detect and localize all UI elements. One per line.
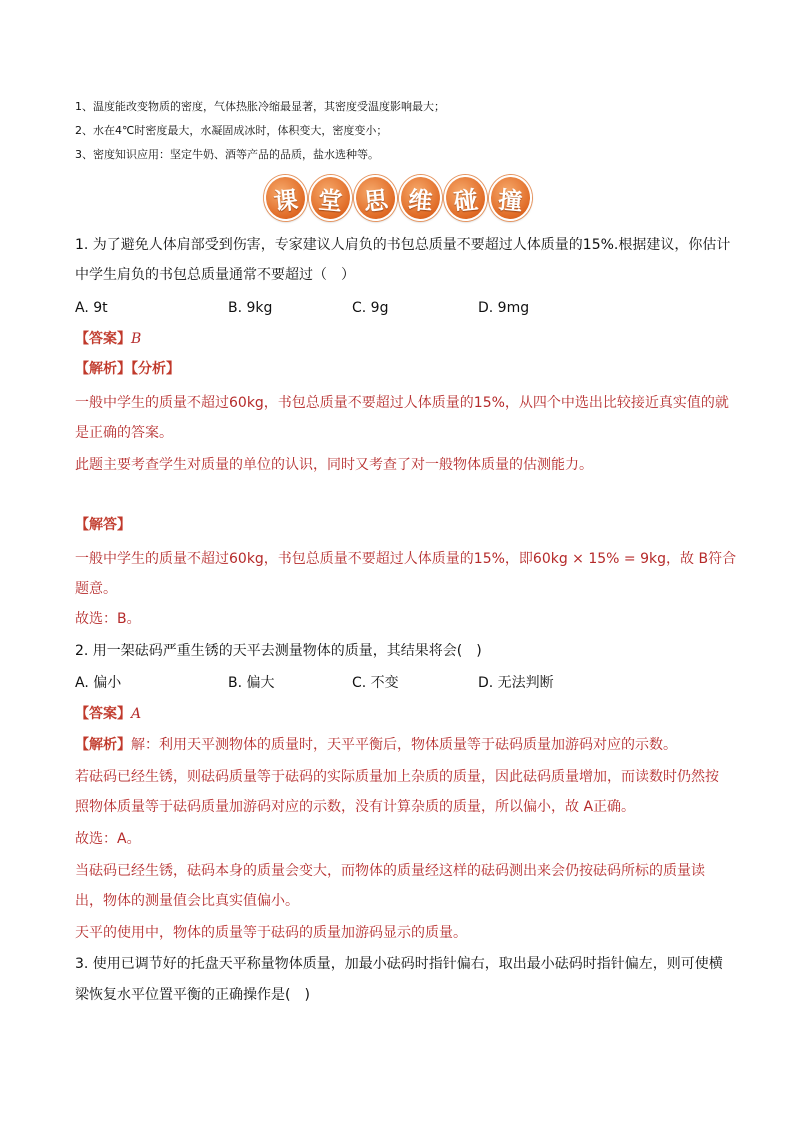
q1-answer [75, 328, 141, 350]
q2-answer [75, 703, 141, 725]
banner-char: 碰 [442, 173, 490, 223]
analysis-text: 解：利用天平测物体的质量时，天平平衡后，物体质量等于砝码质量加游码对应的示数。 [131, 737, 677, 753]
q1-stem-line: 中学生肩负的书包总质量通常不要超过（ ） [75, 267, 355, 283]
q2-choose: 故选：A。 [75, 831, 141, 847]
banner-char: 课 [262, 173, 310, 223]
q2-stem-line: 2. 用一架砝码严重生锈的天平去测量物体的质量，其结果将会( ) [75, 643, 482, 659]
q1-analysis-tag: 【解析】【分析】 [75, 361, 180, 377]
answer-tag: 【答案】 [75, 331, 131, 347]
banner-char: 撞 [487, 173, 534, 223]
q1-option-d: D. 9mg [478, 300, 530, 316]
q2-note-line: 出，物体的测量值会比真实值偏小。 [75, 893, 299, 909]
q1-choose: 故选：B。 [75, 611, 141, 627]
q2-option-d: D. 无法判断 [478, 675, 554, 691]
answer-value: A [131, 706, 142, 722]
q2-option-b: B. 偏大 [228, 675, 275, 691]
q3-stem-line: 梁恢复水平位置平衡的正确操作是( ) [75, 987, 310, 1003]
q1-solve-line: 题意。 [75, 581, 117, 597]
q2-note-line: 天平的使用中，物体的质量等于砝码的质量加游码显示的质量。 [75, 925, 467, 941]
banner-char: 思 [352, 173, 400, 223]
answer-tag: 【答案】 [75, 706, 131, 722]
q2-analysis-line: 若砝码已经生锈，则砝码质量等于砝码的实际质量加上杂质的质量，因此砝码质量增加，而读数时仍然按 [75, 769, 719, 785]
q1-stem-line: 1. 为了避免人体肩部受到伤害，专家建议人肩负的书包总质量不要超过人体质量的15%.根据建议，你估计 [75, 237, 731, 253]
q1-analysis-line: 是正确的答案。 [75, 425, 173, 441]
q3-stem-line: 3. 使用已调节好的托盘天平称量物体质量，加最小砝码时指针偏右，取出最小砝码时指针偏左，则可使横 [75, 956, 723, 972]
q2-option-c: C. 不变 [352, 675, 399, 691]
answer-value: B [131, 331, 142, 347]
banner-char: 维 [397, 173, 444, 223]
knowledge-item: 2、水在4℃时密度最大，水凝固成冰时，体积变大，密度变小； [75, 124, 388, 137]
q2-note-line: 当砝码已经生锈，砝码本身的质量会变大，而物体的质量经这样的砝码测出来会仍按砝码所标的质量读 [75, 863, 705, 879]
q2-analysis [75, 734, 677, 756]
q1-solve-line: 一般中学生的质量不超过60kg，书包总质量不要超过人体质量的15%，即60kg × 15% = 9kg，故 B符合 [75, 551, 737, 567]
q1-option-c: C. 9g [352, 300, 389, 316]
q1-option-a: A. 9t [75, 300, 108, 316]
q1-analysis-line: 此题主要考查学生对质量的单位的认识，同时又考查了对一般物体质量的估测能力。 [75, 457, 593, 473]
q2-analysis-line: 照物体质量等于砝码质量加游码对应的示数，没有计算杂质的质量，所以偏小，故 A正确。 [75, 799, 636, 815]
banner-char: 堂 [307, 173, 354, 223]
knowledge-item: 3、密度知识应用：坚定牛奶、酒等产品的品质，盐水选种等。 [75, 148, 379, 161]
q1-solve-tag: 【解答】 [75, 517, 131, 533]
knowledge-item: 1、温度能改变物质的密度，气体热胀冷缩最显著，其密度受温度影响最大； [75, 100, 445, 113]
analysis-tag: 【解析】 [75, 737, 131, 753]
q1-option-b: B. 9kg [228, 300, 273, 316]
q2-option-a: A. 偏小 [75, 675, 122, 691]
section-banner [264, 174, 532, 222]
q1-analysis-line: 一般中学生的质量不超过60kg，书包总质量不要超过人体质量的15%，从四个中选出比较接近真实值的就 [75, 395, 729, 411]
